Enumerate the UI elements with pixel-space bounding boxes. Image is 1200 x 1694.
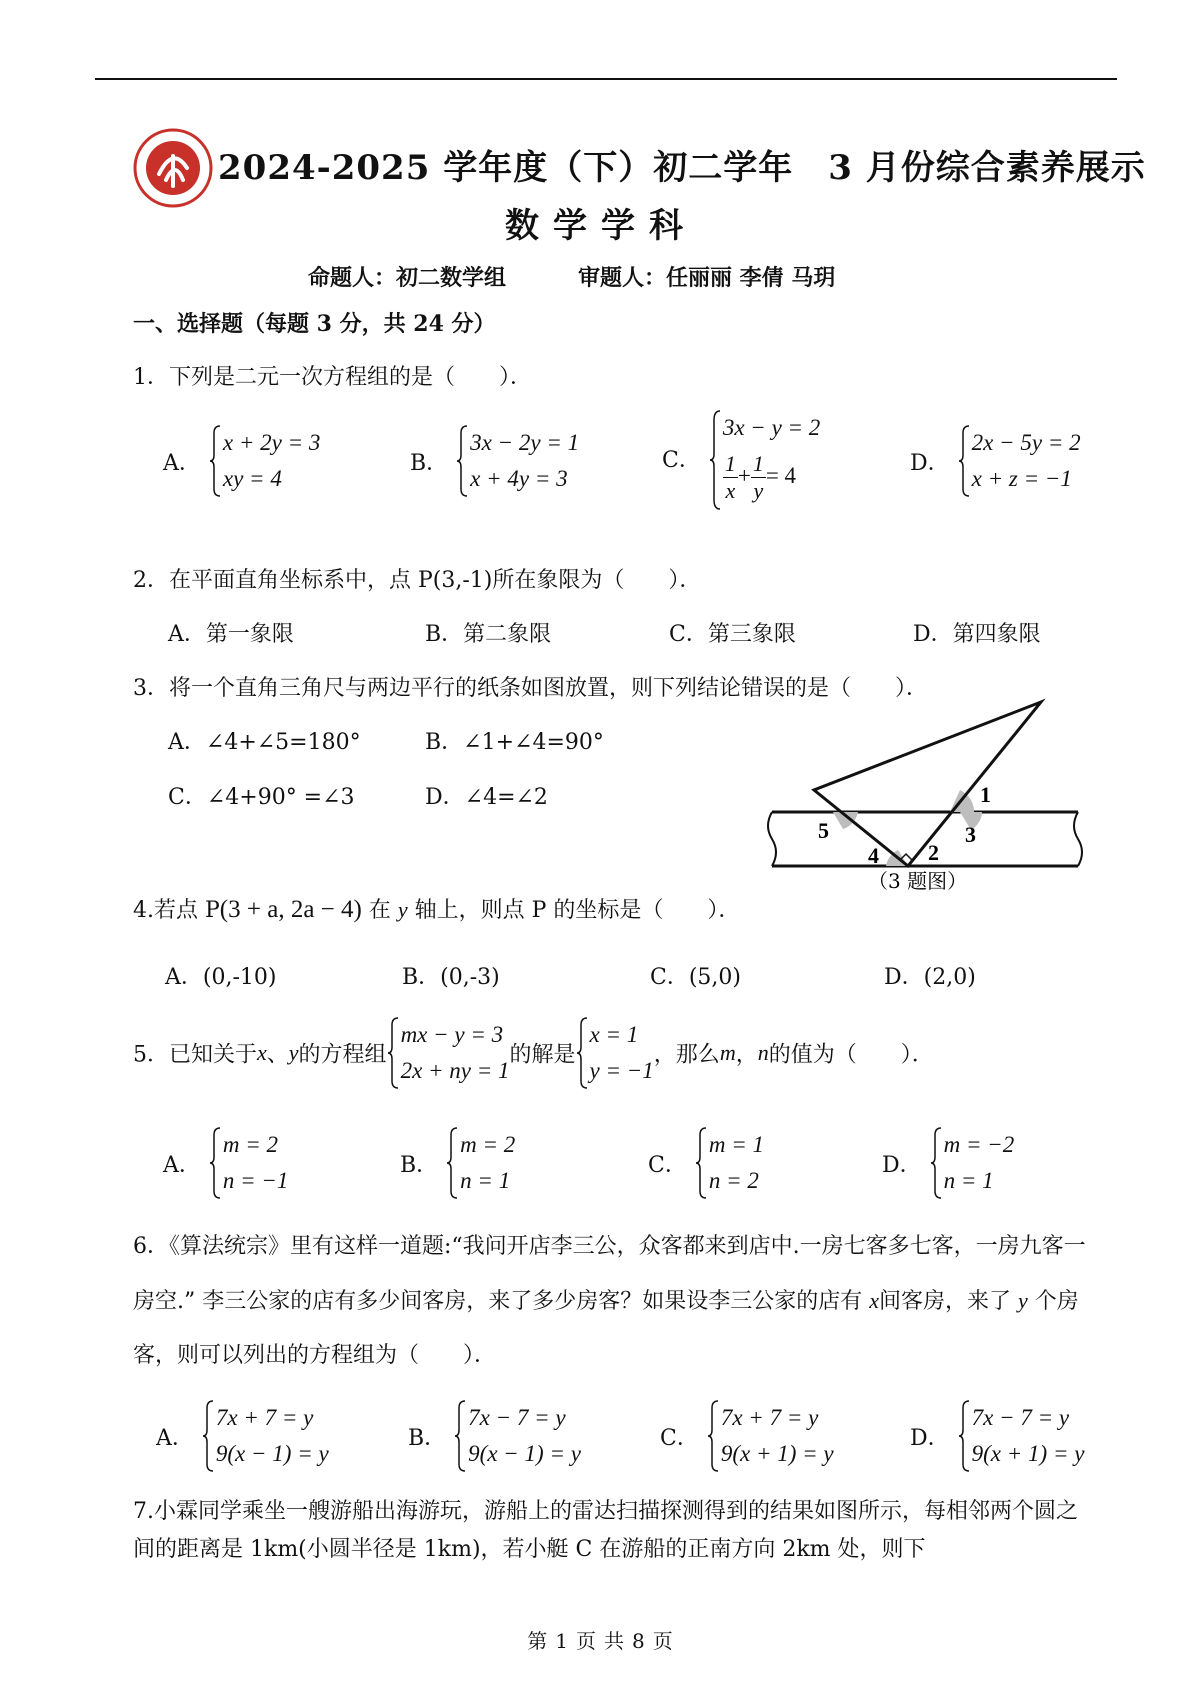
equation-system: 2x − 5y = 2 x + z = −1	[958, 425, 1081, 497]
equation-system: 7x + 7 = y 9(x + 1) = y	[707, 1400, 834, 1472]
equation-system: m = −2 n = 1	[930, 1127, 1015, 1199]
q4-option-c: C．(5,0)	[650, 965, 741, 990]
q6-option-a: A． 7x + 7 = y 9(x − 1) = y	[156, 1400, 329, 1472]
fraction: $\frac{1}{x}$	[724, 451, 736, 504]
question-7-stem: 7.小霖同学乘坐一艘游船出海游玩，游船上的雷达扫描探测得到的结果如图所示，每相邻两个圆之间的距离是 1km(小圆半径是 1km)，若小艇 C 在游船的正南方向 2km 处，则下	[133, 1499, 1078, 1562]
question-3-stem: 3．将一个直角三角尺与两边平行的纸条如图放置，则下列结论错误的是（ ）．	[133, 676, 928, 701]
q5-option-a: A． m = 2 n = −1	[163, 1127, 288, 1199]
angle-label-1: 1	[980, 782, 991, 807]
q2-option-d: D．第四象限	[913, 622, 1041, 647]
angle-label-3: 3	[965, 822, 976, 847]
option-label: C．	[662, 447, 701, 473]
question-2-stem: 2．在平面直角坐标系中，点 P(3,-1)所在象限为（ ）．	[133, 568, 702, 593]
q5-option-b: B． m = 2 n = 1	[400, 1127, 515, 1199]
equation-system: 7x − 7 = y 9(x + 1) = y	[958, 1400, 1085, 1472]
fraction: $\frac{1}{y}$	[752, 451, 764, 504]
section-title: 一、选择题（每题 3 分，共 24 分）	[133, 311, 496, 337]
page-footer: 第 1 页 共 8 页	[527, 1629, 673, 1653]
figure-caption: （3 题图）	[868, 869, 968, 893]
q3-option-b: B．∠1+∠4=90°	[425, 730, 604, 755]
q4-option-d: D．(2,0)	[884, 965, 976, 990]
option-label: B．	[410, 450, 449, 476]
q6-option-b: B． 7x − 7 = y 9(x − 1) = y	[408, 1400, 581, 1472]
equation-system: 7x + 7 = y 9(x − 1) = y	[202, 1400, 329, 1472]
exam-title: 2024-2025 学年度（下）初二学年 3 月份综合素养展示	[218, 148, 1146, 188]
equation-system: m = 2 n = 1	[446, 1127, 515, 1199]
question-setter: 命题人：初二数学组	[308, 265, 507, 291]
q6-option-c: C． 7x + 7 = y 9(x + 1) = y	[660, 1400, 834, 1472]
exam-subject: 数学学科	[505, 206, 697, 246]
option-label: A．	[163, 450, 201, 476]
equation-system: 3x − y = 2 $\frac{1}{x}$ + $\frac{1}{y}$ = 4	[709, 410, 820, 506]
q2-option-c: C．第三象限	[669, 622, 796, 647]
q2-option-a: A．第一象限	[168, 622, 294, 647]
angle-label-4: 4	[868, 843, 879, 868]
question-1-stem: 1．下列是二元一次方程组的是（ ）．	[133, 365, 532, 390]
q1-option-d	[910, 425, 1081, 497]
question-6-stem: 6．《算法统宗》里有这样一道题:“我问开店李三公，众客都来到店中.一房七客多七客，一房九客一房空.” 李三公家的店有多少间客房，来了多少房客？如果设李三公家的店有 x间客房，来了 y 个房客，则可以列出的方程组为（ ）．	[133, 1234, 1086, 1368]
q4-option-a: A．(0,-10)	[165, 965, 277, 990]
equation-system: m = 2 n = −1	[209, 1127, 289, 1199]
school-logo	[133, 128, 213, 208]
top-rule	[95, 78, 1117, 80]
equation-system: m = 1 n = 2	[695, 1127, 764, 1199]
angle-label-2: 2	[928, 840, 939, 865]
equation-system: 7x − 7 = y 9(x − 1) = y	[454, 1400, 581, 1472]
q6-option-d: D． 7x − 7 = y 9(x + 1) = y	[910, 1400, 1084, 1472]
q1-option-a	[163, 425, 320, 497]
equation-system: 3x − 2y = 1 x + 4y = 3	[456, 425, 579, 497]
exam-authors	[308, 261, 835, 292]
q3-option-a: A．∠4+∠5=180°	[168, 730, 361, 755]
q1-option-c	[662, 410, 820, 506]
q5-option-d: D． m = −2 n = 1	[882, 1127, 1014, 1199]
q4-option-b: B．(0,-3)	[402, 965, 500, 990]
page-number: 1	[555, 1629, 568, 1653]
angle-label-5: 5	[818, 818, 829, 843]
equation-system: mx − y = 3 2x + ny = 1	[387, 1017, 510, 1089]
q2-option-b: B．第二象限	[425, 622, 552, 647]
question-5-stem: 5．已知关于x、y的方程组 mx − y = 3 2x + ny = 1 的解是 x = 1 y = −1 ，那么m，n的值为（ ）．	[133, 1017, 934, 1089]
q5-option-c: C． m = 1 n = 2	[648, 1127, 764, 1199]
option-label: D．	[910, 450, 950, 476]
q3-option-c: C．∠4+90° =∠3	[168, 785, 355, 810]
equation-system: x = 1 y = −1	[576, 1017, 654, 1089]
q3-option-d: D．∠4=∠2	[425, 785, 548, 810]
equation-system: x + 2y = 3 xy = 4	[209, 425, 320, 497]
q1-option-b	[410, 425, 579, 497]
question-4-stem: 4.若点 P(3 + a, 2a − 4) 在 y 轴上，则点 P 的坐标是（ ）．	[133, 896, 741, 923]
q3-figure	[760, 690, 1095, 905]
page-total: 8	[632, 1629, 645, 1653]
reviewers: 审题人：任丽丽 李倩 马玥	[578, 265, 836, 291]
